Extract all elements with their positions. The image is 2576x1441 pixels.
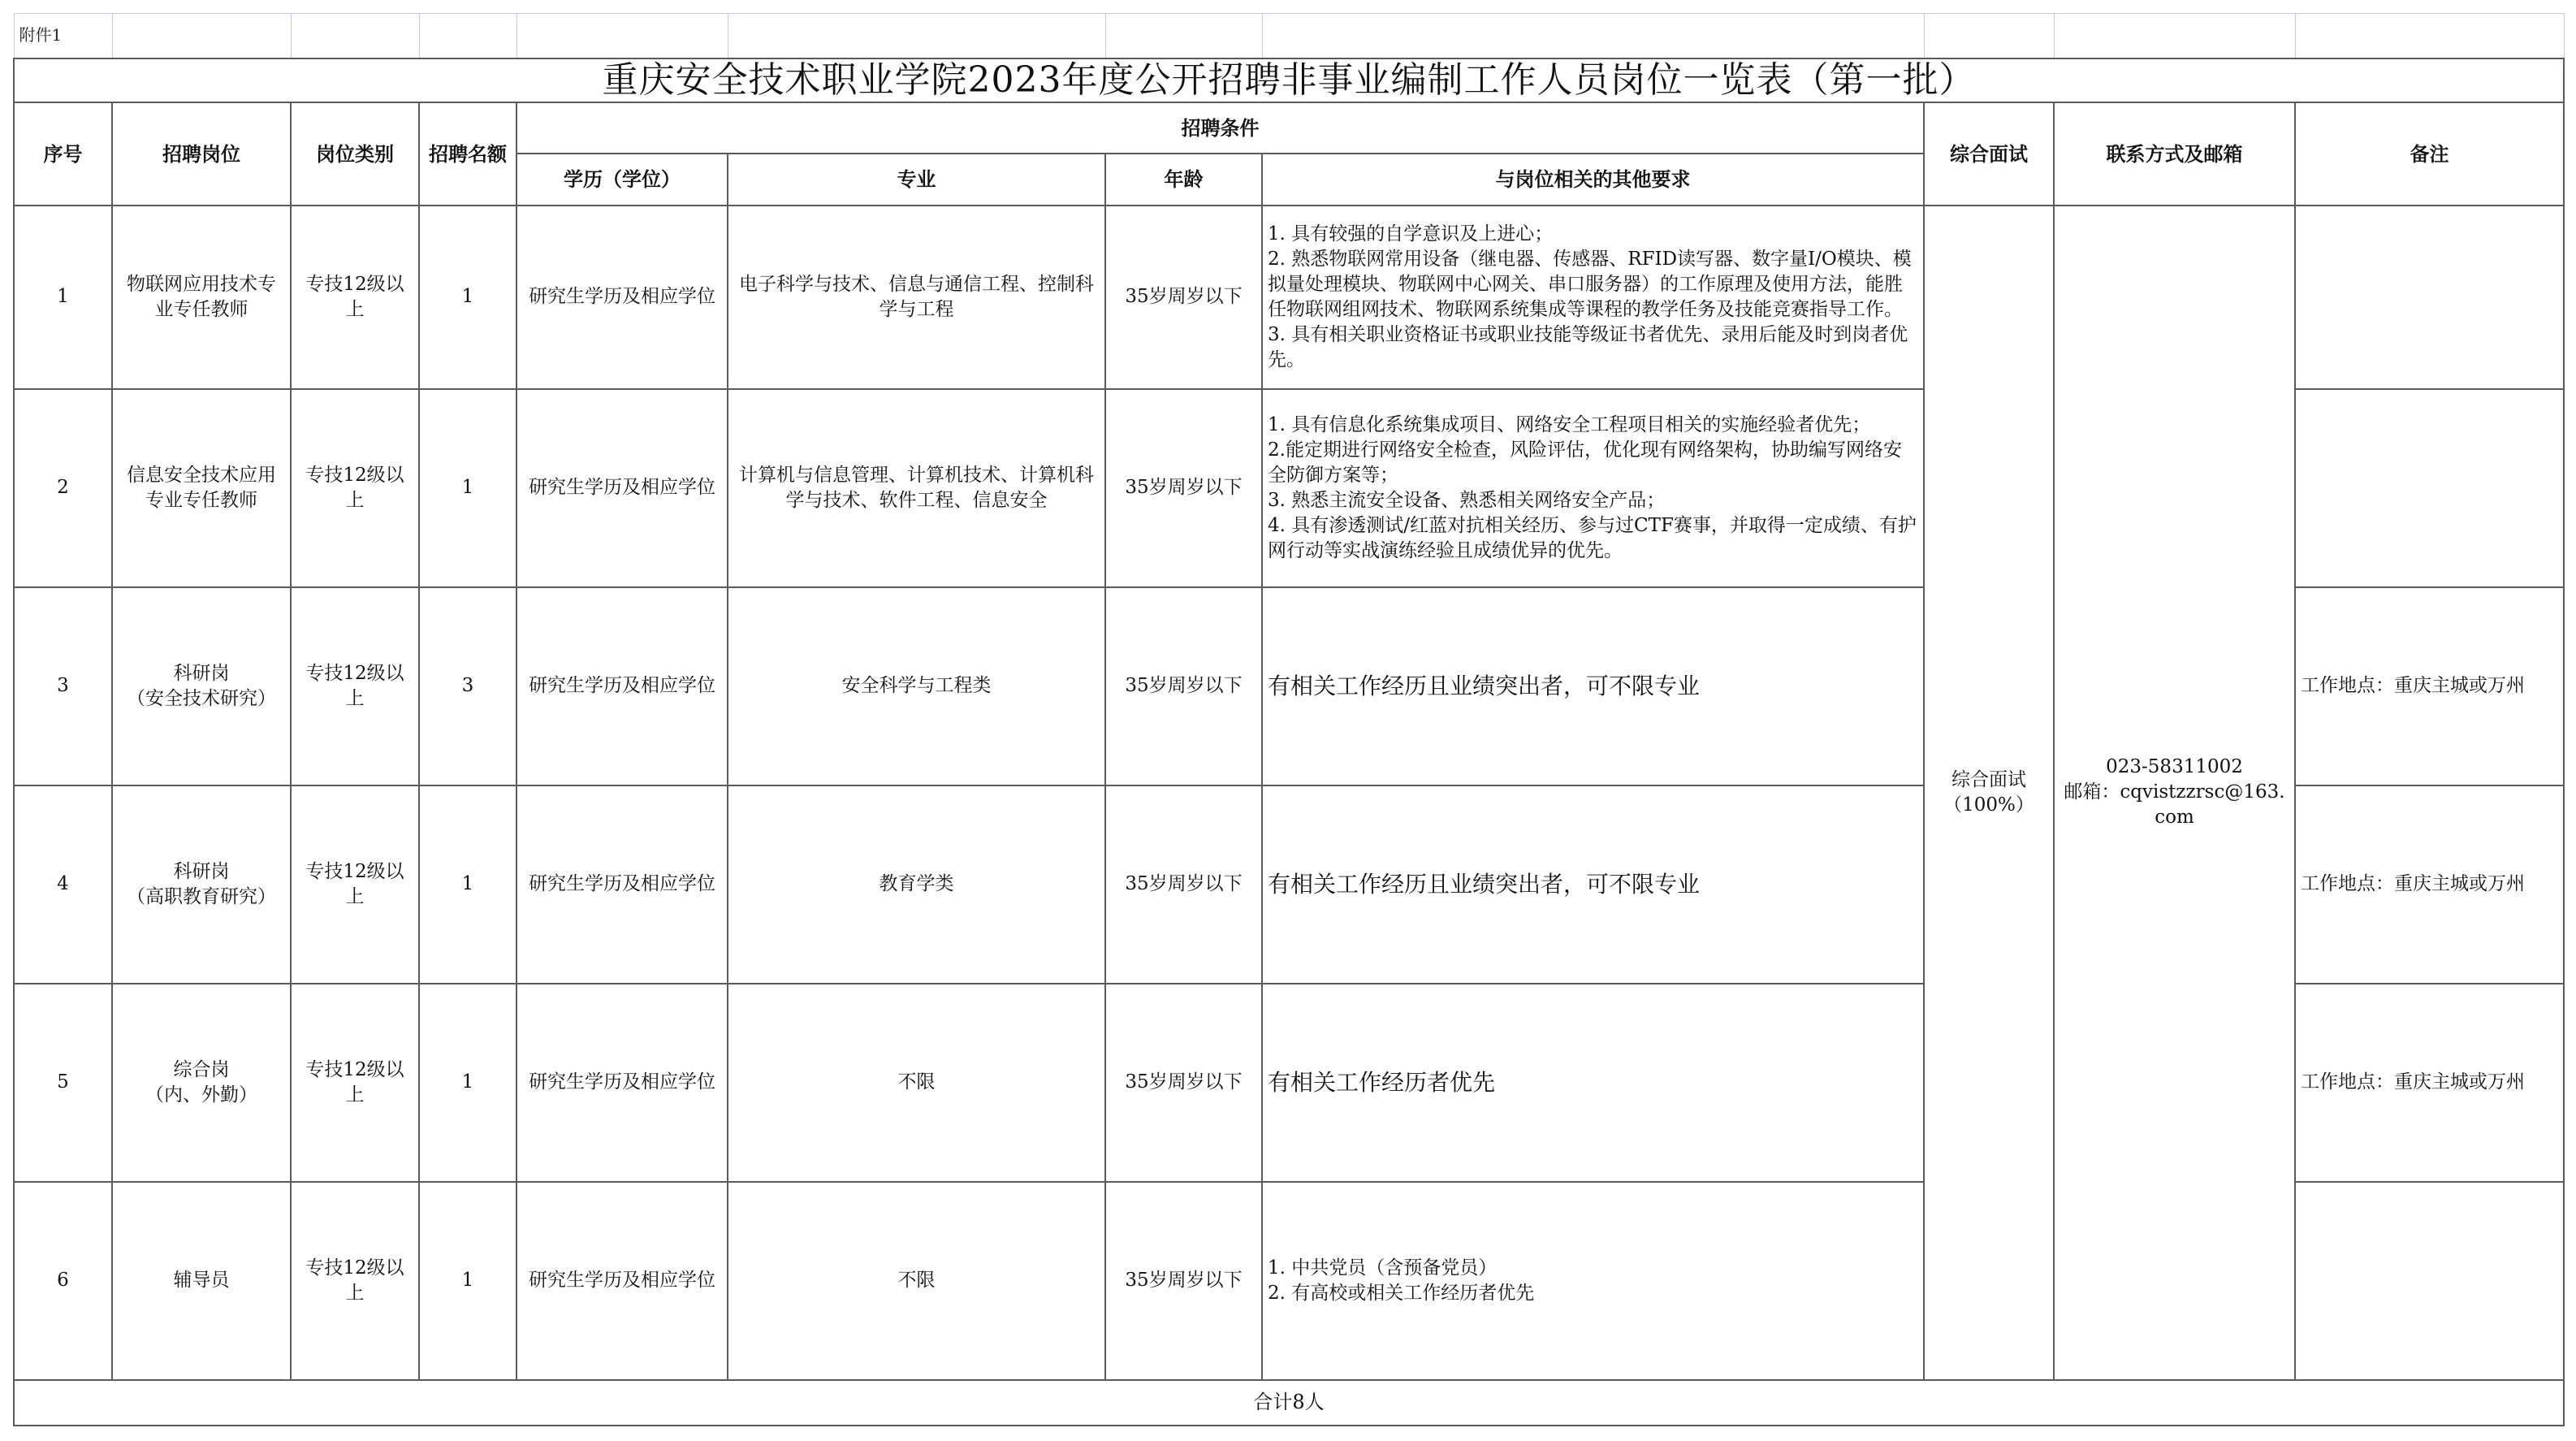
requirement-line: 2.能定期进行网络安全检查，风险评估，优化现有网络架构，协助编写网络安全防御方案等； [1268, 439, 1902, 486]
row-position [112, 206, 291, 389]
row-major [728, 206, 1105, 389]
row-major-text: 不限 [897, 1270, 936, 1291]
row-education-text: 研究生学历及相应学位 [529, 477, 715, 498]
row-remark-text: 工作地点：重庆主城或万州 [2301, 873, 2525, 894]
row-quota [419, 785, 516, 984]
row-education [516, 1182, 728, 1380]
row-quota [419, 984, 516, 1182]
table-title: 重庆安全技术职业学院2023年度公开招聘非事业编制工作人员岗位一览表（第一批） [14, 58, 2564, 102]
position-line: 科研岗 [173, 860, 230, 882]
row-age-text: 35岁周岁以下 [1125, 286, 1243, 307]
row-education-text: 研究生学历及相应学位 [529, 1071, 715, 1093]
total-cell-text: 合计8人 [1253, 1391, 1325, 1413]
row-remark [2295, 984, 2564, 1182]
row-category-text: 专技12级以上 [305, 464, 404, 511]
interview-line: （100%） [1943, 794, 2034, 816]
row-major-text: 安全科学与工程类 [841, 675, 992, 696]
row-remark [2295, 785, 2564, 984]
attachment-row [14, 14, 2564, 58]
title-row [14, 58, 2564, 102]
row-remark [2295, 389, 2564, 587]
row-requirements [1262, 1182, 1924, 1380]
row-remark [2295, 206, 2564, 389]
row-index [14, 587, 112, 785]
row-category-text: 专技12级以上 [305, 1058, 404, 1106]
row-position [112, 587, 291, 785]
position-line: （安全技术研究） [127, 687, 276, 709]
requirement-line: 3. 具有相关职业资格证书或职业技能等级证书者优先、录用后能及时到岗者优先。 [1268, 323, 1908, 370]
spreadsheet [13, 13, 2565, 1426]
row-age [1105, 587, 1262, 785]
header-index: 序号 [14, 102, 112, 206]
header-category: 岗位类别 [291, 102, 419, 206]
requirement-line: 2. 熟悉物联网常用设备（继电器、传感器、RFID读写器、数字量I/O模块、模拟量处理模块、物联网中心网关、串口服务器）的工作原理及使用方法，能胜任物联网组网技术、物联网系统集成等课程的教学任务及技能竞赛指导工作。 [1268, 248, 1912, 320]
row-quota-text: 1 [461, 477, 474, 498]
row-position [112, 785, 291, 984]
requirement-line: 3. 熟悉主流安全设备、熟悉相关网络安全产品； [1268, 489, 1666, 511]
row-major [728, 389, 1105, 587]
row-position [112, 389, 291, 587]
row-remark-text: 工作地点：重庆主城或万州 [2301, 675, 2525, 696]
positions-table [13, 13, 2565, 1426]
row-quota [419, 1182, 516, 1380]
row-education [516, 984, 728, 1182]
row-requirements [1262, 984, 1924, 1182]
row-category-text: 专技12级以上 [305, 860, 404, 907]
row-age [1105, 206, 1262, 389]
row-age-text: 35岁周岁以下 [1125, 1071, 1243, 1093]
position-line: 综合岗 [173, 1058, 230, 1080]
row-quota [419, 587, 516, 785]
interview-line: 综合面试 [1951, 768, 2026, 790]
header-major: 专业 [728, 154, 1105, 206]
row-index [14, 785, 112, 984]
row-index-text: 5 [57, 1071, 69, 1093]
contact-line: 023-58311002 [2106, 756, 2243, 777]
header-interview: 综合面试 [1924, 102, 2054, 206]
row-education-text: 研究生学历及相应学位 [529, 873, 715, 894]
row-category [291, 206, 419, 389]
header-remarks: 备注 [2295, 102, 2564, 206]
row-category [291, 587, 419, 785]
row-age [1105, 785, 1262, 984]
header-position: 招聘岗位 [112, 102, 291, 206]
requirement-line: 1. 具有信息化系统集成项目、网络安全工程项目相关的实施经验者优先； [1268, 413, 1871, 435]
row-age [1105, 1182, 1262, 1380]
attachment-label: 附件1 [14, 14, 112, 58]
row-category-text: 专技12级以上 [305, 1257, 404, 1304]
row-index [14, 984, 112, 1182]
row-requirements [1262, 389, 1924, 587]
position-line: 科研岗 [173, 662, 230, 684]
row-major-text: 不限 [897, 1071, 936, 1093]
row-category [291, 1182, 419, 1380]
row-major [728, 1182, 1105, 1380]
row-age-text: 35岁周岁以下 [1125, 477, 1243, 498]
row-remark [2295, 1182, 2564, 1380]
requirement-line: 1. 具有较强的自学意识及上进心； [1268, 223, 1554, 244]
header-contact: 联系方式及邮箱 [2054, 102, 2295, 206]
row-quota-text: 1 [461, 1071, 474, 1093]
total-cell [14, 1380, 2564, 1426]
row-position [112, 984, 291, 1182]
row-education [516, 587, 728, 785]
position-line: 辅导员 [173, 1270, 230, 1291]
header-education: 学历（学位） [516, 154, 728, 206]
header-conditions: 招聘条件 [516, 102, 1924, 154]
position-line: 专业专任教师 [145, 489, 257, 511]
header-other-requirements: 与岗位相关的其他要求 [1262, 154, 1924, 206]
row-quota [419, 389, 516, 587]
row-education-text: 研究生学历及相应学位 [529, 675, 715, 696]
row-quota-text: 1 [461, 286, 474, 307]
row-major [728, 984, 1105, 1182]
row-quota-text: 1 [461, 1270, 474, 1291]
table-row [14, 206, 2564, 389]
row-index-text: 6 [57, 1270, 69, 1291]
header-quota: 招聘名额 [419, 102, 516, 206]
requirement-line: 4. 具有渗透测试/红蓝对抗相关经历、参与过CTF赛事，并取得一定成绩、有护网行动等实战演练经验且成绩优异的优先。 [1268, 514, 1917, 561]
row-index-text: 2 [57, 477, 69, 498]
row-age [1105, 984, 1262, 1182]
row-education [516, 785, 728, 984]
position-line: （内、外勤） [145, 1084, 257, 1106]
contact-line: 邮箱：cqvistzzrsc@163.com [2064, 781, 2285, 828]
row-age-text: 35岁周岁以下 [1125, 1270, 1243, 1291]
requirement-line: 有相关工作经历且业绩突出者，可不限专业 [1268, 673, 1701, 699]
row-quota [419, 206, 516, 389]
row-education [516, 389, 728, 587]
row-education [516, 206, 728, 389]
row-age [1105, 389, 1262, 587]
row-major [728, 587, 1105, 785]
row-remark [2295, 587, 2564, 785]
row-major-text: 教育学类 [879, 873, 954, 894]
requirement-line: 有相关工作经历者优先 [1268, 1069, 1496, 1096]
row-index-text: 4 [57, 873, 69, 894]
header-row-1 [14, 102, 2564, 154]
row-index [14, 1182, 112, 1380]
row-requirements [1262, 206, 1924, 389]
interview-cell [1924, 206, 2054, 1380]
row-quota-text: 3 [461, 675, 474, 696]
requirement-line: 1. 中共党员（含预备党员） [1268, 1257, 1498, 1279]
row-index-text: 3 [57, 675, 69, 696]
row-position [112, 1182, 291, 1380]
contact-cell [2054, 206, 2295, 1380]
position-line: 物联网应用技术专 [127, 273, 276, 295]
row-education-text: 研究生学历及相应学位 [529, 1270, 715, 1291]
position-line: 信息安全技术应用 [127, 464, 276, 486]
row-category [291, 389, 419, 587]
row-category [291, 984, 419, 1182]
row-category-text: 专技12级以上 [305, 273, 404, 320]
row-category [291, 785, 419, 984]
row-remark-text: 工作地点：重庆主城或万州 [2301, 1071, 2525, 1093]
position-line: 业专任教师 [154, 298, 249, 320]
row-education-text: 研究生学历及相应学位 [529, 286, 715, 307]
row-index-text: 1 [57, 286, 69, 307]
row-major-text: 电子科学与技术、信息与通信工程、控制科学与工程 [739, 273, 1094, 320]
row-requirements [1262, 785, 1924, 984]
total-row [14, 1380, 2564, 1426]
requirement-line: 2. 有高校或相关工作经历者优先 [1268, 1282, 1535, 1304]
row-age-text: 35岁周岁以下 [1125, 675, 1243, 696]
position-line: （高职教育研究） [127, 885, 276, 907]
requirement-line: 有相关工作经历且业绩突出者，可不限专业 [1268, 871, 1701, 898]
row-requirements [1262, 587, 1924, 785]
row-index [14, 206, 112, 389]
row-quota-text: 1 [461, 873, 474, 894]
row-major [728, 785, 1105, 984]
row-age-text: 35岁周岁以下 [1125, 873, 1243, 894]
row-category-text: 专技12级以上 [305, 662, 404, 709]
row-major-text: 计算机与信息管理、计算机技术、计算机科学与技术、软件工程、信息安全 [739, 464, 1094, 511]
row-index [14, 389, 112, 587]
header-age: 年龄 [1105, 154, 1262, 206]
